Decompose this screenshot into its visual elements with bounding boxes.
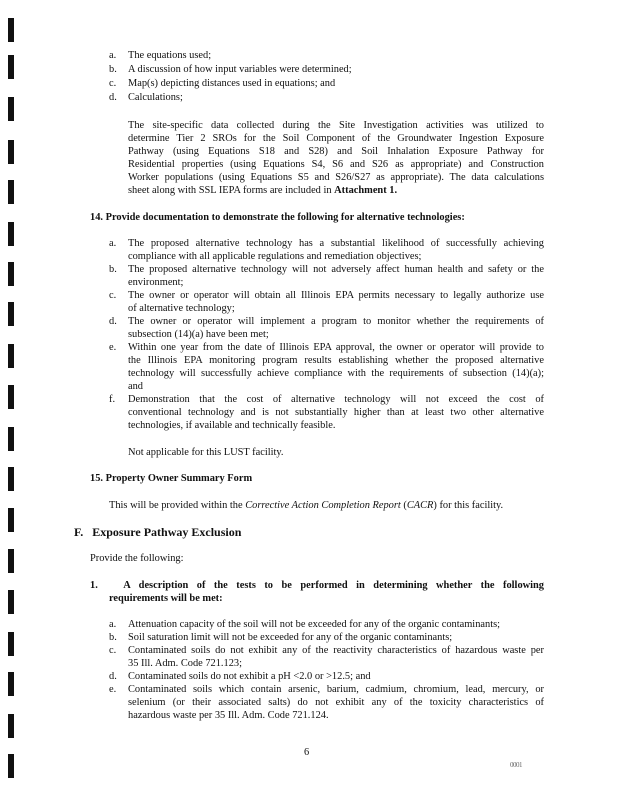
- not-applicable-note: Not applicable for this LUST facility.: [128, 447, 284, 458]
- list-marker: d.: [109, 92, 117, 103]
- section-14-heading: 14. Provide documentation to demonstrate the following for alternative technologies:: [90, 212, 465, 223]
- list-item: Map(s) depicting distances used in equations; and: [128, 78, 336, 89]
- list-marker: b.: [109, 64, 117, 75]
- bates-mark: 0001: [510, 761, 522, 769]
- section-15-heading: 15. Property Owner Summary Form: [90, 473, 253, 484]
- list-item: The equations used;: [128, 50, 212, 61]
- list-marker: c.: [109, 78, 117, 89]
- section-f-heading: F. Exposure Pathway Exclusion: [74, 525, 242, 539]
- item-1-heading: 1. A description of the tests to be performed in determining whether the following: [90, 580, 545, 591]
- document-page: a. The equations used; b. A discussion of how input variables were determined; c. Map(s) depicting distances used in equations; and d. Calculations; The site-specific data collected during the Site Investigation activities was utilized to determine Tier 2 SROs for the Soil Component of the Groundwater Ingestion Exposure Pathway (using Equations S18 and S28) and Soil Inhalation Exposure Pathway for Residential properties (using Equations S4, S6 and S26 as appropriate) and Construction Worker populations (using Equations S5 and S26/S27 as appropriate). The data calculations sheet along with SSL IEPA forms are included in Attachment 1. 14. Provide documentation to demonstrate the following for alternative technologies: a. The proposed alternative technology has a substantial likelihood of successfully achieving compliance with all applicable regulations and remediation objectives; b. The proposed alternative technology will not adversely affect human health and safety or the environment; c. The owner or operator will obtain all Illinois EPA permits necessary to legally authorize use of alternative technology; d. The owner or operator will implement a program to monitor whether the requirements of subsection (14)(a) have been met; e. Within one year from the date of Illinois EPA approval, the owner or operator will provide to the Illinois EPA monitoring program results establishing whether the proposed alternative technology will successfully achieve compliance with the requirements of subsection (14)(a); and f. Demonstration that the cost of alternative technology will not exceed the cost of conventional technology and is not substantially higher than at least two other alternative technologies, if available and technically feasible. Not applicable for this LUST facility. 15. Property Owner Summary Form This will be provided within the Corrective Action Completion Report (CACR) for this facility. F. Exposure Pathway Exclusion Provide the following: 1. A description of the tests to be performed in determining whether the following requirements will be met: a. Attenuation capacity of the soil will not be exceeded for any of the organic contaminants; b. Soil saturation limit will not be exceeded for any of the organic contaminants; c. Contaminated soils do not exhibit any of the reactivity characteristics of hazardous waste per 35 Ill. Adm. Code 721.123; d. Contaminated soils do not exhibit a pH <2.0 or >12.5; and e. Contaminated soils which contain arsenic, barium, cadmium, chromium, lead, mercury, or selenium (or their associated salts) do not exhibit any of the toxicity characteristics of hazardous waste per 35 Ill. Adm. Code 721.124. 6 0001: [0, 0, 618, 800]
- page-number: 6: [304, 747, 310, 758]
- list-marker: a.: [109, 50, 117, 61]
- section-15-text: This will be provided within the Corrective Action Completion Report (CACR) for this facility.: [109, 500, 504, 511]
- section-f-intro: Provide the following:: [90, 553, 184, 564]
- list-item: Calculations;: [128, 92, 183, 103]
- list-item: A discussion of how input variables were determined;: [128, 64, 352, 75]
